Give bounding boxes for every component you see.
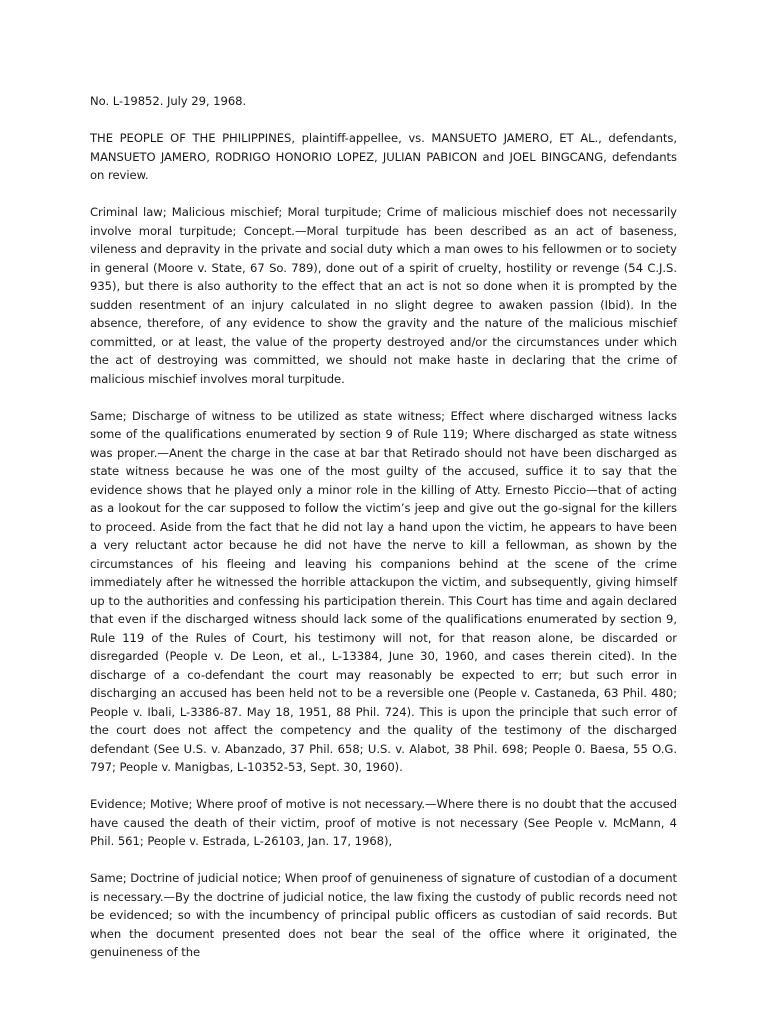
syllabus-paragraph-judicial-notice: Same; Doctrine of judicial notice; When proof of genuineness of signature of custodian of a document is necessary.—By the doctrine of judicial notice, the law fixing the custody of public records need not be evidenced; so with the incumbency of principal public officers as custodian of said records. But when the document presented does not bear the seal of the office where it originated, the genuineness of the xyxy=(90,871,677,959)
syllabus-paragraph-motive: Evidence; Motive; Where proof of motive is not necessary.—Where there is no doubt that the accused have caused the death of their victim, proof of motive is not necessary (See People v. McMann, 4 Phil. 561; People v. Estrada, L-26103, Jan. 17, 1968), xyxy=(90,797,677,848)
case-caption: THE PEOPLE OF THE PHILIPPINES, plaintiff-appellee, vs. MANSUETO JAMERO, ET AL., defendants, MANSUETO JAMERO, RODRIGO HONORIO LOPEZ, JULIAN PABICON and JOEL BINGCANG, defendants on review. xyxy=(90,131,677,182)
case-number: No. L-19852. July 29, 1968. xyxy=(90,94,247,108)
syllabus-paragraph-moral-turpitude: Criminal law; Malicious mischief; Moral turpitude; Crime of malicious mischief does not necessarily involve moral turpitude; Concept.—Moral turpitude has been described as an act of baseness, vileness and depravity in the private and social duty which a man owes to his fellowmen or to society in general (Moore v. State, 67 So. 789), done out of a spirit of cruelty, hostility or revenge (54 C.J.S. 935), but there is also authority to the effect that an act is not so done when it is prompted by the sudden resentment of an injury calculated in no slight degree to awaken passion (Ibid). In the absence, therefore, of any evidence to show the gravity and the nature of the malicious mischief committed, or at least, the value of the property destroyed and/or the circumstances under which the act of destroying was committed, we should not make haste in declaring that the crime of malicious mischief involves moral turpitude. xyxy=(90,205,677,386)
document-page xyxy=(90,92,677,980)
syllabus-paragraph-state-witness: Same; Discharge of witness to be utilized as state witness; Effect where discharged witness lacks some of the qualifications enumerated by section 9 of Rule 119; Where discharged as state witness was proper.—Anent the charge in the case at bar that Retirado should not have been discharged as state witness because he was one of the most guilty of the accused, suffice it to say that the evidence shows that he played only a minor role in the killing of Atty. Ernesto Piccio—that of acting as a lookout for the car supposed to follow the victim’s jeep and give out the go-signal for the killers to proceed. Aside from the fact that he did not lay a hand upon the victim, he appears to have been a very reluctant actor because he did not have the nerve to kill a fellowman, as shown by the circumstances of his fleeing and leaving his companions behind at the scene of the crime immediately after he witnessed the horrible attackupon the victim, and subsequently, giving himself up to the authorities and confessing his participation therein. This Court has time and again declared that even if the discharged witness should lack some of the qualifications enumerated by section 9, Rule 119 of the Rules of Court, his testimony will not, for that reason alone, be discarded or disregarded (People v. De Leon, et al., L-13384, June 30, 1960, and cases therein cited). In the discharge of a co-defendant the court may reasonably be expected to err; but such error in discharging an accused has been held not to be a reversible one (People v. Castaneda, 63 Phil. 480; People v. Ibali, L-3386-87. May 18, 1951, 88 Phil. 724). This is upon the principle that such error of the court does not affect the competency and the quality of the testimony of the discharged defendant (See U.S. v. Abanzado, 37 Phil. 658; U.S. v. Alabot, 38 Phil. 698; People 0. Baesa, 55 O.G. 797; People v. Manigbas, L-10352-53, Sept. 30, 1960). xyxy=(90,408,677,774)
